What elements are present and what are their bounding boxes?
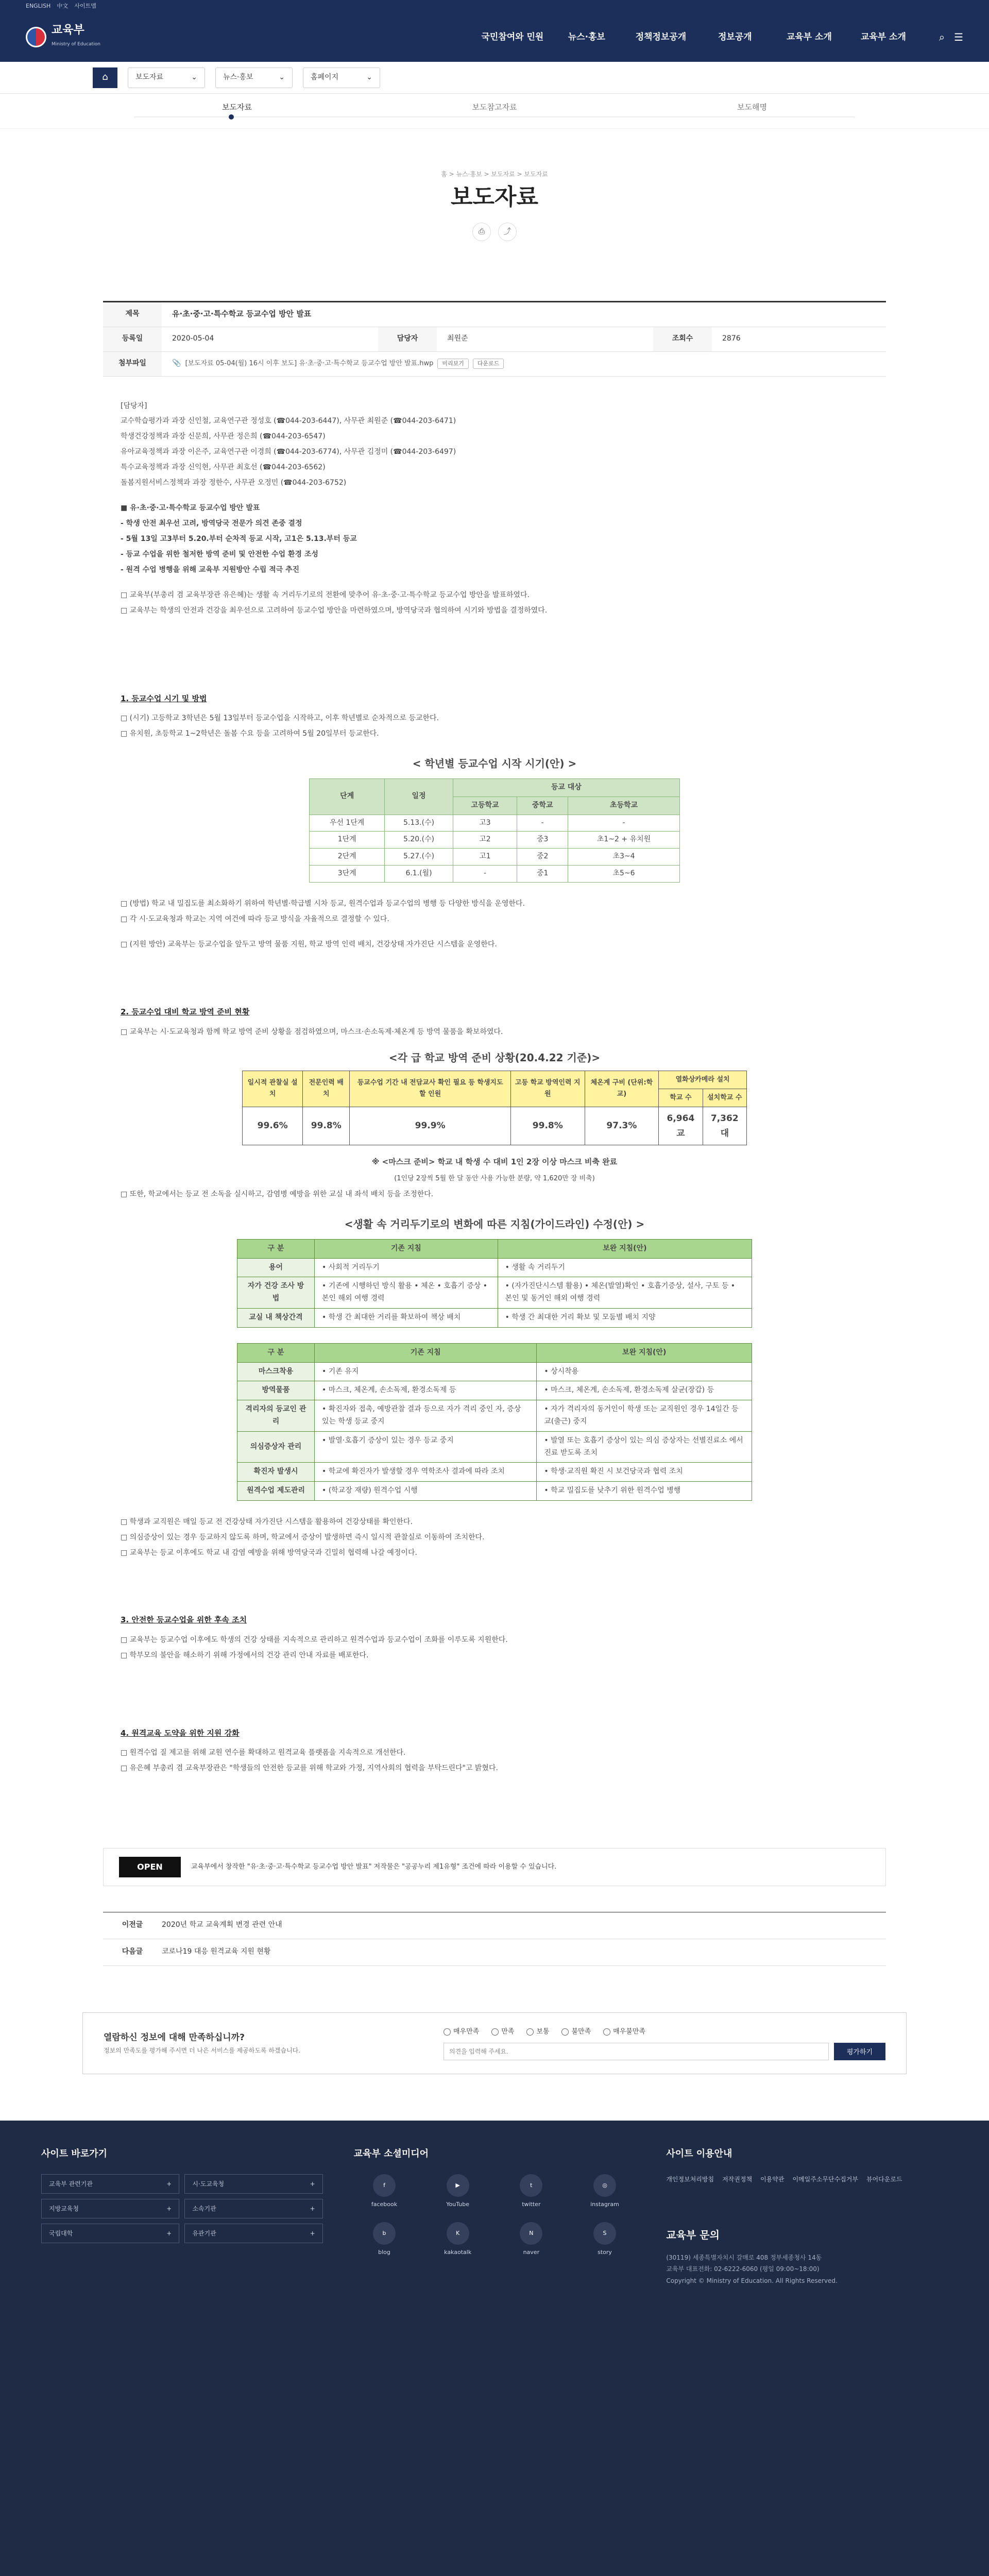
- footer-link-terms[interactable]: 이용약관: [760, 2176, 785, 2183]
- table-row: [237, 1431, 752, 1463]
- table-row: [310, 815, 680, 832]
- logo[interactable]: [26, 24, 206, 50]
- footer-link-viewer[interactable]: 뷰어다운로드: [866, 2176, 902, 2183]
- cell: • 학교에 확진자가 발생할 경우 역학조사 결과에 따라 조치: [315, 1463, 537, 1482]
- body-text: □ 학생과 교직원은 매일 등교 전 건강상태 자가진단 시스템을 활용하여 건강상태를 확인한다.: [121, 1518, 413, 1527]
- nav-item-participation[interactable]: 국민참여와 민원: [481, 31, 544, 42]
- body-text: □ 또한, 학교에서는 등교 전 소독을 실시하고, 감염병 예방을 위한 교실 내 좌석 배치 등을 조정한다.: [121, 1190, 434, 1199]
- plus-icon: +: [166, 2180, 172, 2188]
- cell: • 마스크, 체온계, 손소독제, 환경소독제 살균(장갑) 등: [537, 1381, 752, 1400]
- survey-option-dissatisfied[interactable]: [561, 2026, 591, 2038]
- sns-label: blog: [378, 2248, 390, 2256]
- survey-option-satisfied[interactable]: [491, 2026, 514, 2038]
- body-text: □ 유치원, 초등학교 1~2학년은 돌봄 수요 등을 고려하여 5월 20일부터 등교한다.: [121, 730, 379, 738]
- cell: 고2: [453, 832, 517, 849]
- guide-header: 보완 지침(안): [537, 1343, 752, 1362]
- cell: 7,362대: [703, 1107, 746, 1145]
- sub-tabs: [0, 94, 989, 129]
- cell: 중2: [517, 849, 568, 866]
- body-text: □ 의심증상이 있는 경우 등교하지 않도록 하며, 학교에서 증상이 발생하면 즉시 일시적 관찰실로 이동하여 조치한다.: [121, 1533, 485, 1541]
- top-utility-bar: [0, 0, 989, 12]
- header: [0, 12, 989, 62]
- cell: 원격수업 제도관리: [237, 1482, 315, 1501]
- page-title: 보도자료: [450, 184, 538, 211]
- cell: 99.6%: [243, 1107, 303, 1145]
- body-text: □ 학부모의 불안을 해소하기 위해 가정에서의 건강 관리 안내 자료를 배포한다.: [121, 1651, 369, 1659]
- cell: 1단계: [310, 832, 385, 849]
- section-heading: 3. 안전한 등교수업을 위한 후속 조치: [121, 1615, 247, 1625]
- body-text: □ 교육부는 학생의 안전과 건강을 최우선으로 고려하여 등교수업 방안을 마련하였으며, 방역당국과 협의하여 시기와 방법을 결정하였다.: [121, 606, 548, 615]
- cell: 초5~6: [568, 866, 680, 883]
- stat-header: 등교수업 기간 내 전담교사 확인 필요 등 학생지도 할 인원: [350, 1071, 511, 1107]
- body-text: □ 교육부(부총리 겸 교육부장관 유은혜)는 생활 속 거리두기로의 전환에 맞추어 유·초·중·고·특수학교 등교수업 방안을 발표하였다.: [121, 591, 530, 600]
- cell: 2단계: [310, 849, 385, 866]
- cell: 격리자의 등교인 관리: [237, 1400, 315, 1432]
- location-select-2-label: 뉴스·홍보: [223, 73, 253, 81]
- sns-label: naver: [523, 2248, 540, 2256]
- table-row: [310, 849, 680, 866]
- meta-label-file: 첨부파일: [103, 352, 162, 376]
- body-text: □ (방법) 학교 내 밀집도를 최소화하기 위하여 학년별·학급별 시차 등교, 원격수업과 등교수업의 병행 등 다양한 방식을 운영한다.: [121, 899, 525, 908]
- site-select[interactable]: [184, 2199, 322, 2218]
- next-post-link[interactable]: 코로나19 대응 원격교육 지원 현황: [162, 1947, 271, 1956]
- license-box: [103, 1848, 886, 1886]
- twitter-icon: t: [520, 2174, 542, 2197]
- cell: • 자가 격리자의 동거인이 학생 또는 교직원인 경우 14일간 등교(출근) 중지: [537, 1400, 752, 1432]
- cell: 5.13.(수): [385, 815, 453, 832]
- section-heading: 2. 등교수업 대비 학교 방역 준비 현황: [121, 1007, 250, 1017]
- menu-icon[interactable]: ☰: [954, 31, 963, 43]
- cell: -: [453, 866, 517, 883]
- tab-press-release[interactable]: 보도자료: [222, 103, 252, 112]
- cell: 용어: [237, 1258, 315, 1277]
- sns-label: kakaotalk: [444, 2248, 472, 2256]
- footer-link-privacy[interactable]: 개인정보처리방침: [666, 2176, 714, 2183]
- sns-label: YouTube: [446, 2201, 470, 2208]
- body-text: □ 원격수업 질 제고를 위해 교원 연수를 확대하고 원격교육 플랫폼을 지속적으로 개선한다.: [121, 1749, 406, 1757]
- facebook-icon: f: [373, 2174, 396, 2197]
- cell: • 기존에 시행하던 방식 활용 • 체온 • 호흡기 증상 • 본인 해외 여행 경력: [315, 1277, 498, 1309]
- prev-next-list: [103, 1912, 886, 1966]
- site-label: 시·도교육청: [192, 2180, 225, 2188]
- site-label: 지방교육청: [49, 2205, 79, 2213]
- tab-press-explanation[interactable]: 보도해명: [737, 103, 767, 112]
- section-heading: 4. 원격교육 도약을 위한 지원 강화: [121, 1728, 240, 1738]
- stat-header: 학교 수: [659, 1089, 703, 1107]
- nav-item-policy[interactable]: 정책정보공개: [635, 31, 687, 42]
- stat-header: 고등 학교 방역인력 지원: [510, 1071, 585, 1107]
- nav-item-about[interactable]: 교육부 소개: [786, 31, 832, 42]
- cell: 99.9%: [350, 1107, 511, 1145]
- prev-label: 이전글: [122, 1921, 143, 1929]
- nav-item-disclosure[interactable]: 정보공개: [718, 31, 752, 42]
- footer-copyright: Copyright © Ministry of Education. All Rights Reserved.: [666, 2277, 838, 2285]
- sched-header: 일정: [385, 779, 453, 815]
- guide-header: 기존 지침: [315, 1343, 537, 1362]
- kogl-open-badge: OPEN: [119, 1857, 181, 1877]
- option-label: 불만족: [571, 2027, 591, 2036]
- location-select-3[interactable]: [303, 67, 380, 88]
- survey-option-very-satisfied[interactable]: [444, 2026, 479, 2038]
- radio-icon: [444, 2028, 451, 2036]
- plus-icon: +: [166, 2230, 172, 2238]
- article-author: 최원준: [447, 334, 468, 343]
- cell: 의심증상자 관리: [237, 1431, 315, 1463]
- sns-blog[interactable]: [354, 2222, 415, 2258]
- article-date: 2020-05-04: [172, 334, 214, 343]
- plus-icon: +: [310, 2205, 315, 2213]
- stat-note: ※ <마스크 준비> 학교 내 학생 수 대비 1인 2장 이상 마스크 비축 완료: [371, 1157, 618, 1167]
- sns-twitter[interactable]: [501, 2174, 562, 2210]
- sns-label: twitter: [522, 2201, 541, 2208]
- sched-header: 중학교: [517, 796, 568, 815]
- site-label: 교육부 관련기관: [49, 2180, 93, 2188]
- table-row: [237, 1463, 752, 1482]
- body-text: □ 유은혜 부총리 겸 교육부장관은 "학생들의 안전한 등교를 위해 학교와 가정, 지역사회의 협력을 부탁드린다"고 밝혔다.: [121, 1764, 498, 1772]
- radio-icon: [561, 2028, 569, 2036]
- cell: • 학교 밀집도를 낮추기 위한 원격수업 병행: [537, 1482, 752, 1501]
- site-select[interactable]: [41, 2224, 179, 2243]
- nav-item-about-2[interactable]: 교육부 소개: [860, 31, 906, 42]
- table-row: [310, 832, 680, 849]
- breadcrumb: 홈 > 뉴스·홍보 > 보도자료 > 보도자료: [441, 171, 548, 178]
- cell: 6,964교: [659, 1107, 703, 1145]
- footer-phone: 교육부 대표전화: 02-6222-6060 (평일 09:00~18:00): [666, 2265, 820, 2273]
- table-row: [237, 1309, 752, 1328]
- body-text: □ (지원 방안) 교육부는 등교수업을 앞두고 방역 물품 지원, 학교 방역 인력 배치, 건강상태 자가진단 시스템을 운영한다.: [121, 940, 497, 949]
- body-text: □ 각 시·도교육청과 학교는 지역 여건에 따라 등교 방식을 자율적으로 결정할 수 있다.: [121, 914, 389, 923]
- logo-name: 교육부: [52, 24, 84, 37]
- cell: -: [568, 815, 680, 832]
- meta-label-views: 조회수: [653, 327, 712, 351]
- plus-icon: +: [310, 2230, 315, 2238]
- nav-item-news[interactable]: 뉴스·홍보: [568, 31, 605, 42]
- cell: 자가 건강 조사 방법: [237, 1277, 315, 1309]
- stat-header: 열화상카메라 설치: [659, 1071, 747, 1089]
- location-select-1-label: 보도자료: [135, 73, 164, 81]
- sns-youtube[interactable]: [427, 2174, 488, 2210]
- story-icon: S: [593, 2222, 616, 2245]
- cell: 중1: [517, 866, 568, 883]
- sns-naver[interactable]: [501, 2222, 562, 2258]
- survey-option-neutral[interactable]: [526, 2026, 549, 2038]
- body-text: □ 교육부는 시·도교육청과 함께 학교 방역 준비 상황을 점검하였으며, 마스크·손소독제·체온계 등 방역 물품을 확보하였다.: [121, 1027, 503, 1036]
- tab-press-reference[interactable]: 보도참고자료: [472, 103, 517, 112]
- cell: • 상시착용: [537, 1362, 752, 1381]
- option-label: 보통: [536, 2027, 550, 2036]
- naver-icon: N: [520, 2222, 542, 2245]
- cell: 교실 내 책상간격: [237, 1309, 315, 1328]
- guide-table-continued: [237, 1343, 752, 1501]
- body-text: □ 교육부는 등교수업 이후에도 학생의 건강 상태를 지속적으로 관리하고 원격수업과 등교수업이 조화를 이루도록 지원한다.: [121, 1635, 508, 1644]
- blog-icon: b: [373, 2222, 396, 2245]
- cell: • 발열 또는 호흡기 증상이 있는 의심 증상자는 선별진료소 에서 진료 받도록 조치: [537, 1431, 752, 1463]
- location-bar: [0, 62, 989, 94]
- guide-table: [237, 1239, 752, 1328]
- schedule-table: [309, 778, 680, 883]
- meta-label-title: 제목: [103, 302, 162, 327]
- logo-mark-icon: [26, 27, 46, 47]
- download-button[interactable]: 다운로드: [473, 359, 504, 369]
- footer-link-email-refusal[interactable]: 이메일주소무단수집거부: [792, 2176, 858, 2183]
- article-title: 유·초·중·고·특수학교 등교수업 방안 발표: [172, 309, 312, 319]
- cell: 5.27.(수): [385, 849, 453, 866]
- sns-label: instagram: [590, 2201, 619, 2208]
- radio-icon: [491, 2028, 499, 2036]
- logo-sub: Ministry of Education: [52, 42, 100, 47]
- cell: • 확진자와 접촉, 예방관찰 결과 등으로 자가 격리 중인 자, 증상 있는 학생 등교 중지: [315, 1400, 537, 1432]
- cell: • 기존 유지: [315, 1362, 537, 1381]
- cell: 99.8%: [510, 1107, 585, 1145]
- attachment-link[interactable]: [보도자료 05-04(월) 16시 이후 보도] 유·초·중·고·특수학교 등교수업 방안 발표.hwp: [185, 360, 434, 368]
- body-text: 유아교육정책과 과장 이은주, 교육연구관 이경희 (☎044-203-6774), 사무관 김정미 (☎044-203-6497): [121, 447, 456, 456]
- stat-table-title: <각 급 학교 방역 준비 상황(20.4.22 기준)>: [388, 1051, 601, 1064]
- kakaotalk-icon: K: [447, 2222, 469, 2245]
- cell: • 마스크, 체온계, 손소독제, 환경소독제 등: [315, 1381, 537, 1400]
- cell: 확진자 발생시: [237, 1463, 315, 1482]
- guide-table-title: <생활 속 거리두기로의 변화에 따른 지침(가이드라인) 수정(안) >: [344, 1217, 645, 1230]
- summary-heading: ■ 유·초·중·고·특수학교 등교수업 방안 발표: [121, 504, 260, 513]
- table-row: [237, 1258, 752, 1277]
- sched-header: 등교 대상: [453, 779, 679, 797]
- cell: 우선 1단계: [310, 815, 385, 832]
- body-text: 학생건강정책과 과장 신문희, 사무관 정은희 (☎044-203-6547): [121, 432, 326, 441]
- sns-story[interactable]: [574, 2222, 636, 2258]
- cell: • (학교장 재량) 원격수업 시행: [315, 1482, 537, 1501]
- table-row: [310, 866, 680, 883]
- sns-kakaotalk[interactable]: [427, 2222, 488, 2258]
- guide-header: 보완 지침(안): [498, 1239, 752, 1258]
- section-heading: 1. 등교수업 시기 및 방법: [121, 693, 207, 703]
- sitemap-link[interactable]: 사이트맵: [74, 2, 96, 9]
- plus-icon: +: [310, 2180, 315, 2188]
- schedule-table-title: < 학년별 등교수업 시작 시기(안) >: [412, 757, 577, 770]
- cell: 마스크착용: [237, 1362, 315, 1381]
- body-text: 교수학습평가과 과장 신인철, 교육연구관 정성호 (☎044-203-6447), 사무관 최원준 (☎044-203-6471): [121, 417, 456, 426]
- table-row: [237, 1400, 752, 1432]
- site-label: 소속기관: [192, 2205, 216, 2213]
- location-select-1[interactable]: [128, 67, 205, 88]
- sched-header: 고등학교: [453, 796, 517, 815]
- plus-icon: +: [166, 2205, 172, 2213]
- lang-chinese-link[interactable]: 中文: [57, 2, 69, 9]
- option-label: 만족: [501, 2027, 515, 2036]
- meta-label-date: 등록일: [103, 327, 162, 351]
- cell: 초1~2 + 유치원: [568, 832, 680, 849]
- lang-english-link[interactable]: ENGLISH: [26, 2, 51, 9]
- sns-label: facebook: [371, 2201, 398, 2208]
- cell: • 학생 간 최대한 거리를 확보하여 책상 배치: [315, 1309, 498, 1328]
- site-select[interactable]: [41, 2174, 179, 2194]
- site-label: 유관기관: [192, 2230, 216, 2238]
- location-select-2[interactable]: [215, 67, 293, 88]
- guide-header: 구 분: [237, 1343, 315, 1362]
- cell: • (자가진단시스템 활용) • 체온(발열)확인 • 호흡기증상, 설사, 구토 등 • 본인 및 동거인 해외 여행 경력: [498, 1277, 752, 1309]
- meta-label-author: 담당자: [378, 327, 437, 351]
- print-icon[interactable]: ⎙: [472, 223, 491, 241]
- prev-post-link[interactable]: 2020년 학교 교육계획 변경 관련 안내: [162, 1921, 282, 1929]
- table-row: [243, 1107, 747, 1145]
- survey-submit-button[interactable]: 평가하기: [834, 2043, 885, 2060]
- preview-button[interactable]: 미리보기: [437, 359, 469, 369]
- cell: • 학생 간 최대한 거리 확보 및 모둠별 배치 지양: [498, 1309, 752, 1328]
- option-label: 매우불만족: [613, 2027, 645, 2036]
- cell: • 사회적 거리두기: [315, 1258, 498, 1277]
- summary-item: - 학생 안전 최우선 고려, 방역당국 전문가 의견 존중 결정: [121, 519, 302, 528]
- summary-item: - 등교 수업을 위한 철저한 방역 준비 및 안전한 수업 환경 조성: [121, 550, 318, 558]
- sns-label: story: [598, 2248, 612, 2256]
- cell: 3단계: [310, 866, 385, 883]
- guide-header: 기존 지침: [315, 1239, 498, 1258]
- chevron-down-icon: ⌄: [191, 73, 197, 81]
- satisfaction-survey: [82, 2012, 907, 2074]
- stat-header: 전문인력 배치: [303, 1071, 350, 1107]
- stat-header: 설치학교 수: [703, 1089, 746, 1107]
- cell: 고1: [453, 849, 517, 866]
- body-text: 돌봄지원서비스정책과 과장 정한수, 사무관 오정민 (☎044-203-6752): [121, 478, 347, 487]
- footer-sns-title: 교육부 소셜미디어: [353, 2148, 429, 2159]
- stat-note: (1인당 2장씩 5월 한 달 동안 사용 가능한 분량, 약 1,620만 장 비축): [394, 1174, 595, 1182]
- board-meta: [103, 301, 886, 377]
- cell: -: [517, 815, 568, 832]
- sched-header: 단계: [310, 779, 385, 815]
- radio-icon: [526, 2028, 534, 2036]
- home-icon[interactable]: ⌂: [93, 67, 117, 88]
- footer-link-copyright[interactable]: 저작권정책: [722, 2176, 753, 2183]
- site-select[interactable]: [184, 2174, 322, 2194]
- body-text: [담당자]: [121, 401, 147, 410]
- survey-question: 열람하신 정보에 대해 만족하십니까?: [104, 2032, 245, 2043]
- main-nav: [206, 30, 920, 45]
- tabs-active-dot: [229, 114, 234, 120]
- next-label: 다음글: [122, 1947, 143, 1956]
- instagram-icon: ◎: [593, 2174, 616, 2197]
- guide-header: 구 분: [237, 1239, 315, 1258]
- survey-desc: 정보의 만족도를 평가해 주시면 더 나은 서비스를 제공하도록 하겠습니다.: [104, 2046, 301, 2054]
- cell: 5.20.(수): [385, 832, 453, 849]
- cell: 중3: [517, 832, 568, 849]
- footer-org-title: 교육부 문의: [666, 2228, 720, 2241]
- footer-address: (30119) 세종특별자치시 갈매로 408 정부세종청사 14동: [666, 2253, 822, 2261]
- cell: • 생활 속 거리두기: [498, 1258, 752, 1277]
- license-text: 교육부에서 창작한 "유·초·중·고·특수학교 등교수업 방안 발표" 저작물은 "공공누리 제1유형" 조건에 따라 이용할 수 있습니다.: [191, 1862, 557, 1871]
- sns-facebook[interactable]: [354, 2174, 415, 2210]
- cell: • 발열·호흡기 증상이 있는 경우 등교 중지: [315, 1431, 537, 1463]
- option-label: 매우만족: [453, 2027, 480, 2036]
- site-label: 국립대학: [49, 2230, 73, 2238]
- youtube-icon: ▶: [447, 2174, 469, 2197]
- sched-header: 초등학교: [568, 796, 680, 815]
- summary-item: - 5월 13일 고3부터 5.20.부터 순차적 등교 시작, 고1은 5.13.부터 등교: [121, 534, 357, 543]
- stat-table: [242, 1071, 747, 1146]
- cell: • 학생·교직원 확진 시 보건당국과 협력 조치: [537, 1463, 752, 1482]
- sns-instagram[interactable]: [574, 2174, 636, 2210]
- location-select-3-label: 홈페이지: [311, 73, 339, 81]
- article: [41, 301, 948, 1966]
- body-text: 특수교육정책과 과장 신익현, 사무관 최호선 (☎044-203-6562): [121, 463, 326, 471]
- site-select[interactable]: [184, 2224, 322, 2243]
- stat-header: 체온계 구비 (단위:학교): [585, 1071, 659, 1107]
- site-select[interactable]: [41, 2199, 179, 2218]
- footer: [0, 2121, 989, 2576]
- cell: 99.8%: [303, 1107, 350, 1145]
- cell: 초3~4: [568, 849, 680, 866]
- stat-header: 일시적 관찰실 설치: [243, 1071, 303, 1107]
- cell: 고3: [453, 815, 517, 832]
- cell: 6.1.(월): [385, 866, 453, 883]
- footer-sites-title: 사이트 바로가기: [41, 2148, 107, 2159]
- body-text: □ (시기) 고등학교 3학년은 5월 13일부터 등교수업을 시작하고, 이후 학년별로 순차적으로 등교한다.: [121, 714, 439, 723]
- search-icon[interactable]: ⌕: [939, 31, 945, 43]
- chevron-down-icon: ⌄: [279, 73, 285, 81]
- table-row: [237, 1482, 752, 1501]
- footer-info-title: 사이트 이용안내: [666, 2148, 732, 2159]
- clip-icon: 📎: [172, 359, 181, 368]
- summary-item: - 원격 수업 병행을 위해 교육부 지원방안 수립 적극 추진: [121, 565, 300, 574]
- survey-option-very-dissatisfied[interactable]: [603, 2026, 645, 2038]
- cell: 97.3%: [585, 1107, 659, 1145]
- article-views: 2876: [722, 334, 741, 343]
- chevron-down-icon: ⌄: [366, 73, 372, 81]
- share-icon[interactable]: ⤴: [498, 223, 517, 241]
- table-row: [237, 1381, 752, 1400]
- tabs-track: [134, 116, 855, 117]
- table-row: [237, 1362, 752, 1381]
- cell: 방역물품: [237, 1381, 315, 1400]
- survey-comment-input[interactable]: [444, 2043, 829, 2060]
- article-body: [103, 377, 886, 1822]
- body-text: □ 교육부는 등교 이후에도 학교 내 감염 예방을 위해 방역당국과 긴밀히 협력해 나갈 예정이다.: [121, 1548, 417, 1557]
- radio-icon: [603, 2028, 610, 2036]
- table-row: [237, 1277, 752, 1309]
